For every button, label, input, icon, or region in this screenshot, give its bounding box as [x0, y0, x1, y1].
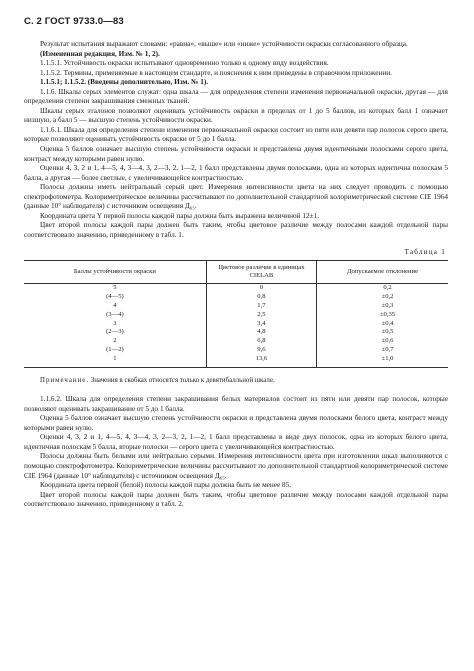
gray-scale-table [24, 260, 448, 367]
paragraph: Результат испытания выражают словами: «равна», «выше» или «ниже» устойчивости окраски согласованного образца. [40, 40, 408, 48]
table-cell: (4—5) [106, 293, 124, 301]
column-header: Допускаемое отклонение [317, 261, 448, 284]
paragraph: Оценки 4, 3, 2 и 1, 4—5, 4, 3—4, 3, 2—3, 2, 1—2, 1 балл представлены двумя полосками, одна из которых идентична полоскам 5 балла, а другая — более светлые, с увеличивающейся контрастностью. [24, 164, 448, 182]
table-cell: 4,8 [206, 328, 316, 337]
table-caption: Таблица 1 [404, 248, 446, 257]
table-row [24, 284, 448, 293]
table-row [24, 346, 448, 355]
note-text: Значения в скобках относятся только к девятибалльной шкале. [89, 376, 275, 384]
page-header: С. 2 ГОСТ 9733.0—83 [24, 16, 124, 27]
paragraph: 1.1.5.1. Устойчивость окраски испытывают одновременно только к одному виду воздействия. [40, 59, 329, 68]
table-note [24, 376, 448, 386]
table-cell: ±1,0 [317, 355, 448, 367]
paragraph: 1.1.6.2. Шкала для определения степени закрашивания белых материалов состоит из пяти или девяти пар полосок, которые позволяют оценивать закрашивание от 5 до 1 балла. [24, 395, 448, 413]
paragraph: 1.1.6.1. Шкала для определения степени изменения первоначальной окраски состоит из пяти или девяти пар полосок серого цвета, которые позволяют оценивать устойчивость окраски от 5 до 1 балла. [24, 125, 448, 144]
table-row [24, 337, 448, 346]
paragraph: Шкалы серых эталонов позволяют оценивать устойчивость окраски в пределах от 1 до 5 баллов, из которых балл 1 означает низшую, а балл 5 — высшую степень устойчивости окраски. [24, 106, 448, 125]
paragraph: 1.1.6. Шкалы серых элементов служат: одна шкала — для определения степени изменения первоначальной окраски, другая — для определения степени закрашивания смежных тканей. [24, 87, 448, 106]
table-row [24, 302, 448, 311]
bottom-text-block [24, 395, 448, 510]
paragraph: Координата цвета Y первой полосы каждой пары должна быть выражена величиной 12±1. [40, 211, 320, 220]
table-cell: (1—2) [106, 346, 124, 354]
column-header: Цветовое различие в единицах CIELAB [206, 261, 316, 284]
table-cell: 2 [113, 337, 117, 345]
table-cell: ±0,35 [317, 311, 448, 320]
table-cell: 2,5 [206, 311, 316, 320]
column-header: Баллы устойчивости окраски [24, 261, 206, 284]
paragraph: 1.1.5.2. Термины, применяемые в настоящем стандарте, и пояснения к ним приведены в справочном приложении. [40, 68, 392, 77]
table-cell: ±0,2 [317, 293, 448, 302]
table-cell: 0 [206, 284, 316, 293]
table-row [24, 320, 448, 329]
amendment-note: 1.1.5.1; 1.1.5.2. (Введены дополнительно, Изм. № 1). [40, 78, 209, 87]
note-label: Примечание. [40, 376, 90, 384]
table-cell: (3—4) [106, 310, 124, 318]
table-cell: ±0,5 [317, 328, 448, 337]
paragraph: Координата цвета первой (белой) полосы каждой пары должна быть не менее 85. [40, 481, 292, 490]
table-cell: 0,8 [206, 293, 316, 302]
table-cell: 1,7 [206, 302, 316, 311]
paragraph: Полосы должны иметь нейтральный серый цвет. Измерения интенсивности цвета на них следует проводить с помощью спектрофотометра. Колориметрическое величины рассчитывают по дополнительной стандартной колориметрической системе CIE 1964 (данные 10° наблюдателя) с источником освещения Д₆₅. [24, 183, 448, 211]
table-row [24, 355, 448, 367]
paragraph: Оценка 5 баллов означает высшую степень устойчивости окраски и представлена двумя полосками белого цвета, контраст между которыми равен нулю. [24, 414, 448, 432]
table-cell: ±0,7 [317, 346, 448, 355]
table-cell: ±0,6 [317, 337, 448, 346]
paragraph: Цвет второй полосы каждой пары должен быть таким, чтобы цветовое различие между полосами каждой отдельной пары соответствовало значению, приведенному в табл. 1. [24, 221, 448, 239]
table-cell: (2—3) [106, 328, 124, 336]
table-cell: 4 [113, 302, 117, 310]
table-cell: 3,4 [206, 320, 316, 329]
table-row [24, 328, 448, 337]
table-cell: ±0,3 [317, 302, 448, 311]
table-cell: 5 [113, 284, 117, 292]
table-row [24, 293, 448, 302]
paragraph: Полосы должны быть белыми или нейтрально серыми. Измерения интенсивности цвета при изготовлении шкал выполняются с помощью спектрофотометра. Колориметрические величины рассчитывают по дополнительной стандартной колориметрической системе CIE 1964 (данные 10° наблюдателя) с источником освещения Д₆₅. [24, 452, 448, 480]
paragraph: Оценки 4, 3, 2 и 1, 4—5, 4, 3—4, 3, 2—3, 2, 1—2, 1 балл представлены в виде двух полосок, одна из которых белого цвета, идентичная полоскам 5 балла, вторые полоски — серого цвета с увеличивающейся контрастностью. [24, 433, 448, 451]
table-cell: 0,2 [317, 284, 448, 293]
table-header-row [24, 261, 448, 284]
table-cell: 13,6 [206, 355, 316, 367]
table-cell: ±0,4 [317, 320, 448, 329]
table-cell: 6,8 [206, 337, 316, 346]
table-cell: 3 [113, 319, 117, 327]
amendment-note: (Измененная редакция, Изм. № 1, 2). [40, 49, 160, 58]
table-row [24, 311, 448, 320]
paragraph: Оценка 5 баллов означает высшую степень устойчивости окраски и представлена двумя идентичными полосками серого цвета, контраст между которыми равен нулю. [24, 145, 448, 163]
paragraph: Цвет второй полосы каждой пары должен быть таким, чтобы цветовое различие между полосами каждой отдельной пары соответствовало значению, приведенному в табл. 2. [24, 490, 448, 509]
table-cell: 1 [113, 354, 117, 362]
top-text-block [24, 40, 448, 240]
table-cell: 9,6 [206, 346, 316, 355]
